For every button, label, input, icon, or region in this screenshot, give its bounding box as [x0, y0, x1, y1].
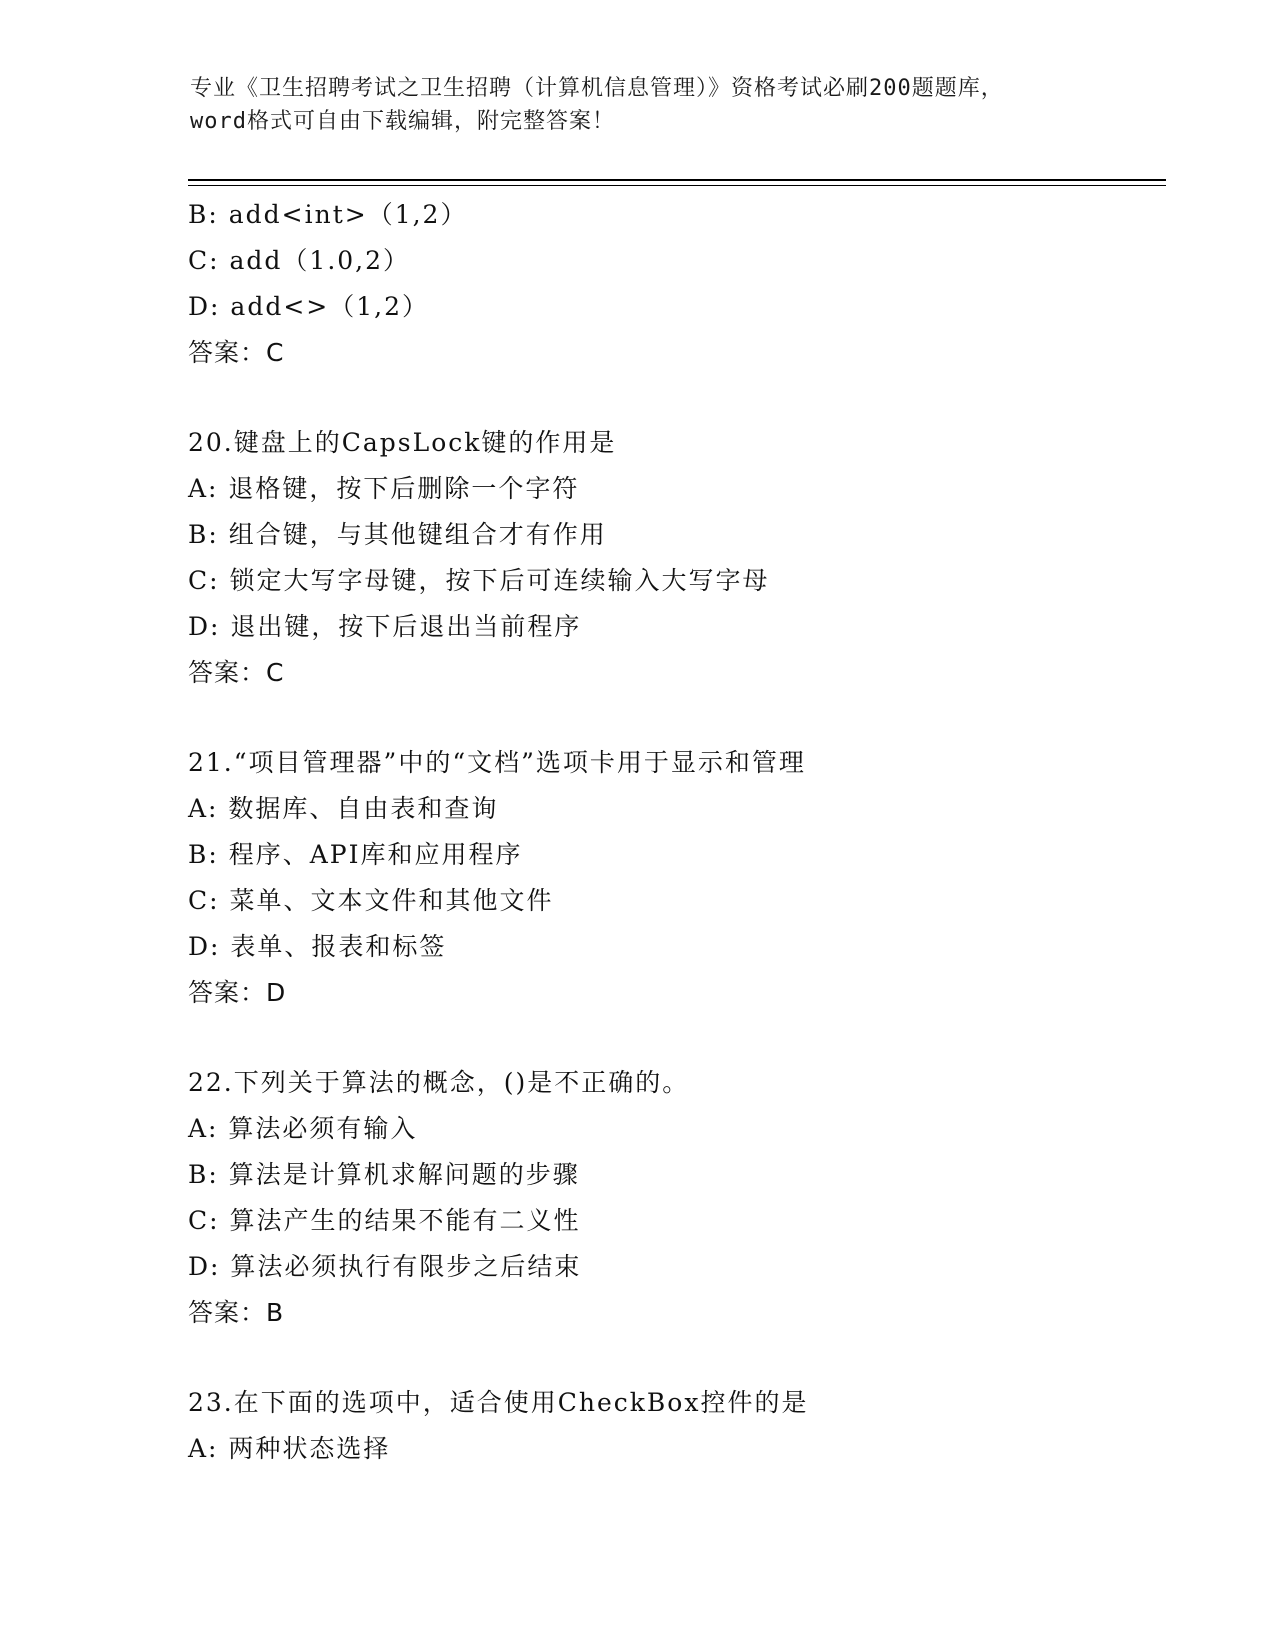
question-stem: 21.“项目管理器”中的“文档”选项卡用于显示和管理 [188, 748, 806, 777]
question-stem: 20.键盘上的CapsLock键的作用是 [188, 428, 617, 457]
option-d: D: 表单、报表和标签 [188, 932, 447, 961]
header-line-1: 专业《卫生招聘考试之卫生招聘（计算机信息管理）》资格考试必刷200题题库， [190, 76, 1004, 101]
question-block-23 [188, 1380, 1148, 1472]
header-divider-thin [188, 185, 1166, 186]
spacer [188, 1336, 1148, 1380]
option-d: D: 退出键，按下后退出当前程序 [188, 612, 582, 641]
header-line-2: word格式可自由下载编辑，附完整答案！ [190, 109, 615, 134]
option-a: A: 退格键，按下后删除一个字符 [188, 474, 580, 503]
option-a: A: 数据库、自由表和查询 [188, 794, 499, 823]
spacer [188, 696, 1148, 740]
header-divider-thick [188, 179, 1166, 181]
option-a: A: 算法必须有输入 [188, 1114, 418, 1143]
question-stem: 22.下列关于算法的概念，()是不正确的。 [188, 1068, 690, 1097]
spacer [188, 376, 1148, 420]
question-stem: 23.在下面的选项中，适合使用CheckBox控件的是 [188, 1388, 809, 1417]
answer-line: 答案：D [188, 978, 287, 1007]
answer-line: 答案：C [188, 338, 285, 367]
spacer [188, 1016, 1148, 1060]
option-d: D: add<>（1,2） [188, 292, 429, 321]
answer-line: 答案：B [188, 1298, 285, 1327]
option-c: C: 算法产生的结果不能有二义性 [188, 1206, 581, 1235]
option-c: C: add（1.0,2） [188, 246, 411, 275]
question-block-20 [188, 420, 1148, 696]
option-b: B: 组合键，与其他键组合才有作用 [188, 520, 607, 549]
option-c: C: 菜单、文本文件和其他文件 [188, 886, 554, 915]
option-b: B: add<int>（1,2） [188, 200, 468, 229]
option-a: A: 两种状态选择 [188, 1434, 391, 1463]
option-b: B: 算法是计算机求解问题的步骤 [188, 1160, 580, 1189]
question-block-22 [188, 1060, 1148, 1336]
question-block-21 [188, 740, 1148, 1016]
answer-line: 答案：C [188, 658, 285, 687]
question-block-19 [188, 192, 1148, 376]
option-c: C: 锁定大写字母键，按下后可连续输入大写字母 [188, 566, 770, 595]
question-list [188, 192, 1148, 1472]
page-header [190, 72, 1090, 138]
option-b: B: 程序、API库和应用程序 [188, 840, 523, 869]
option-d: D: 算法必须执行有限步之后结束 [188, 1252, 582, 1281]
